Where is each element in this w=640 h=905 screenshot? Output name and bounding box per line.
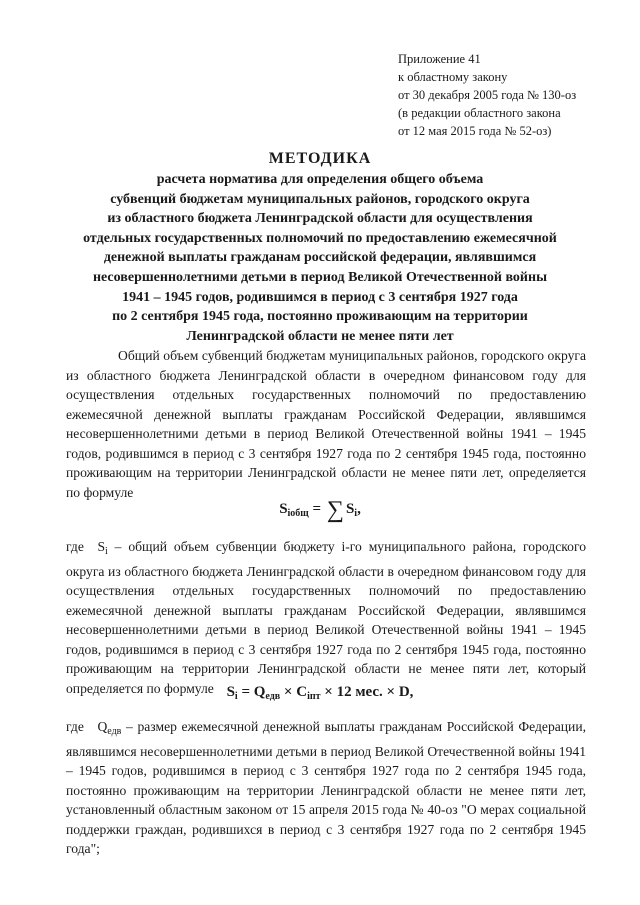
document-title	[40, 148, 600, 346]
variable-s-subscript: i	[105, 546, 108, 557]
formula-equals: =	[308, 501, 325, 517]
formula-times-c: × C	[280, 684, 308, 700]
title-line: по 2 сентября 1945 года, постоянно проживающим на территории	[112, 309, 528, 325]
title-line: 1941 – 1945 годов, родившимся в период с 3 сентября 1927 года	[122, 289, 518, 305]
definition-text: – общий объем субвенции бюджету i-го муниципального района, городского округа из областного бюджета Ленинградской области в очередном финансовом году для осуществления отдельных государственных полномочий по предоставлению ежемесячной денежной выплаты гражданам Российской Федерации, являвшимся несовершеннолетними детьми в период Великой Отечественной войны 1941 – 1945 годов, родившимся в период с 3 сентября 1927 года по 2 сентября 1945 года, постоянно проживающим на территории Ленинградской области не менее пяти лет, который определяется по формуле	[66, 539, 586, 696]
appendix-law-ref: к областному закону	[398, 70, 508, 84]
formula-si	[0, 684, 640, 702]
formula-s: S	[226, 684, 235, 700]
paragraph-text	[66, 537, 586, 698]
variable-q: Q	[97, 719, 108, 734]
paragraph-q-definition	[66, 717, 586, 859]
variable-q-subscript: едв	[107, 726, 122, 737]
formula-rhs-subscript: i	[354, 508, 358, 519]
formula-q-subscript: едв	[265, 691, 281, 702]
variable-s: S	[97, 539, 106, 554]
where-word: где	[66, 539, 84, 554]
formula-rest: × 12 мес. × D,	[320, 684, 414, 700]
formula-eq-q: = Q	[237, 684, 266, 700]
formula-s-subscript: i	[234, 691, 238, 702]
title-line: Ленинградской области не менее пяти лет	[186, 328, 454, 344]
title-line: несовершеннолетними детьми в период Великой Отечественной войны	[92, 269, 547, 285]
appendix-header	[398, 50, 628, 140]
appendix-revision-note: (в редакции областного закона	[398, 106, 561, 120]
paragraph-text: Общий объем субвенций бюджетам муниципальных районов, городского округа из областного бюджета Ленинградской области в очередном финансовом году для осуществления отдельных государственных полномочий по предоставлению ежемесячной денежной выплаты гражданам Российской Федерации, являвшимся несовершеннолетними детьми в период Великой Отечественной войны 1941 – 1945 годов, родившимся в период с 3 сентября 1927 года по 2 сентября 1945 года, постоянно проживающим на территории Ленинградской области не менее пяти лет, определяется по формуле	[66, 348, 586, 500]
formula-total-subvention	[0, 497, 640, 524]
title-line: из областного бюджета Ленинградской области для осуществления	[107, 211, 533, 227]
formula-rhs: S	[345, 501, 355, 517]
paragraph-si-definition	[66, 537, 586, 698]
formula-lhs-subscript: iобщ	[287, 508, 309, 519]
where-word: где	[66, 719, 84, 734]
title-line: отдельных государственных полномочий по предоставлению ежемесячной	[83, 230, 557, 246]
formula-lhs: S	[279, 501, 288, 517]
title-line: денежной выплаты гражданам российской федерации, являвшимся	[103, 250, 537, 266]
title-main: МЕТОДИКА	[268, 150, 372, 167]
paragraph-text	[66, 717, 586, 859]
definition-text: – размер ежемесячной денежной выплаты гражданам Российской Федерации, являвшимся несовершеннолетними детьми в период Великой Отечественной войны 1941 – 1945 годов, родившимся в период с 3 сентября 1927 года по 2 сентября 1945 года, постоянно проживающим на территории Ленинградской области не менее пяти лет, установленный областным законом от 15 апреля 2015 года № 40-оз "О мерах социальной поддержки граждан, родившихся в период с 3 сентября 1927 года по 2 сентября 1945 года";	[66, 719, 586, 856]
title-line: субвенций бюджетам муниципальных районов, городского округа	[110, 191, 530, 207]
appendix-number: Приложение 41	[398, 52, 481, 66]
title-line: расчета норматива для определения общего объема	[156, 172, 484, 187]
formula-c-subscript: іпт	[307, 691, 321, 702]
appendix-law-date: от 30 декабря 2005 года № 130-оз	[398, 88, 577, 102]
appendix-revision-date: от 12 мая 2015 года № 52-оз)	[398, 124, 552, 138]
formula-punct: ,	[357, 501, 361, 517]
paragraph-total-volume	[66, 346, 586, 502]
sum-symbol: ∑	[326, 497, 344, 523]
